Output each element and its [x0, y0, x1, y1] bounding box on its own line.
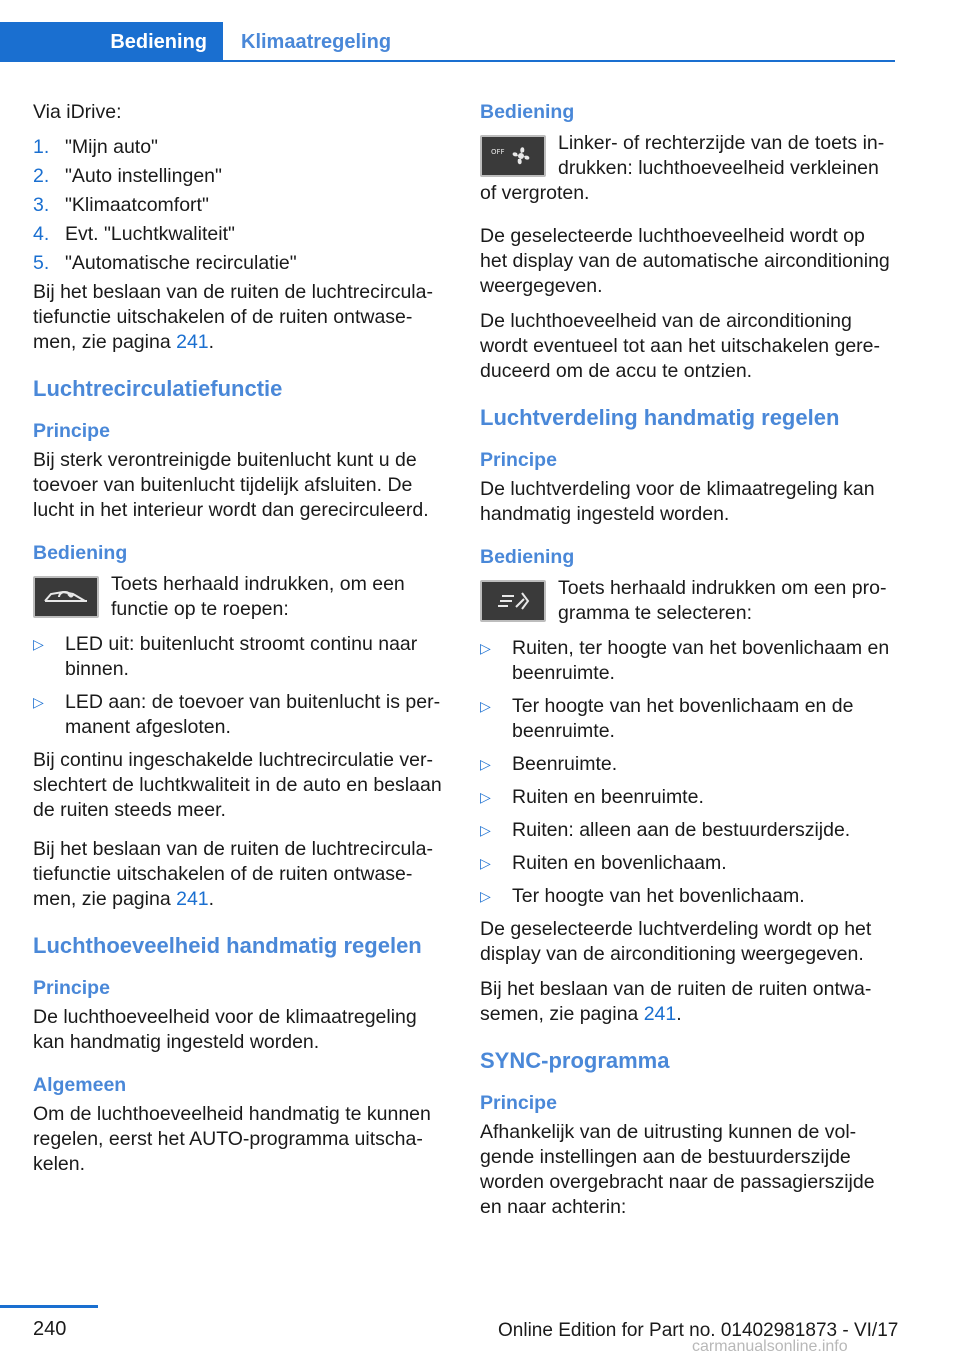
subheading-bediening: Bediening [33, 542, 128, 564]
air-recirculation-icon [33, 576, 99, 618]
list-item: ▷ Ruiten: alleen aan de bestuurderszijde. [480, 819, 851, 841]
subheading-principe: Principe [480, 449, 557, 471]
heading-air-amount: Luchthoeveelheid handmatig regelen [33, 933, 422, 958]
subheading-bediening: Bediening [480, 101, 575, 123]
idrive-intro: Via iDrive: [33, 101, 122, 123]
defog-note: Bij het beslaan van de ruiten de luchtrecirculatiefunctie uitschakelen of de ruiten ontwasemen, zie pagina 241. [33, 281, 433, 353]
fan-instruction-cont: of vergroten. [480, 182, 590, 204]
list-item: ▷ LED uit: buitenlucht stroomt continu naar binnen. [33, 633, 418, 680]
recirculation-button-row [33, 572, 443, 622]
page-link[interactable]: 241 [643, 1003, 677, 1025]
list-item: ▷ Ruiten en beenruimte. [480, 786, 704, 808]
defog-note: Bij het beslaan van de ruiten de ruiten ontwasemen, zie pagina 241. [480, 978, 872, 1025]
page-link[interactable]: 241 [176, 331, 209, 353]
distribution-button-row [480, 576, 895, 626]
step-item: 4. Evt. "Luchtkwaliteit" [33, 223, 235, 245]
principe-text: Afhankelijk van de uitrusting kunnen de volgende instellingen aan de bestuurderszijde worden overgebracht naar de passagierszijde en naar achterin: [480, 1121, 875, 1218]
section-tab-bediening[interactable]: Bediening [0, 22, 223, 62]
subheading-principe: Principe [33, 977, 110, 999]
air-distribution-icon [480, 580, 546, 622]
distribution-display-note: De geselecteerde luchtverdeling wordt op het display van de airconditioning weergegeven. [480, 918, 872, 965]
subheading-bediening: Bediening [480, 546, 575, 568]
list-item: ▷ Beenruimte. [480, 753, 618, 775]
footer-rule [0, 1305, 98, 1308]
distribution-program-list [480, 636, 895, 909]
heading-sync: SYNC-programma [480, 1048, 670, 1073]
subheading-principe: Principe [480, 1092, 557, 1114]
step-item: 2. "Auto instellingen" [33, 165, 222, 187]
step-item: 5. "Automatische recirculatie" [33, 252, 297, 274]
fan-display-note: De geselecteerde luchthoeveelheid wordt op het display van de automatische airconditioning weergegeven. [480, 225, 890, 297]
page-number: 240 [33, 1318, 67, 1340]
list-item: ▷ LED aan: de toevoer van buitenlucht is permanent afgesloten. [33, 691, 441, 738]
recirculation-warning: Bij continu ingeschakelde luchtrecirculatie verslechtert de luchtkwaliteit in de auto en beslaan de ruiten steeds meer. [33, 749, 442, 821]
watermark: carmanualsonline.info [692, 1338, 848, 1355]
algemeen-text: Om de luchthoeveelheid handmatig te kunnen regelen, eerst het AUTO-programma uitschakelen. [33, 1103, 431, 1175]
fan-battery-note: De luchthoeveelheid van de airconditioning wordt eventueel tot aan het uitschakelen gereduceerd om de accu te ontzien. [480, 310, 881, 382]
list-item: ▷ Ruiten, ter hoogte van het bovenlichaam en beenruimte. [480, 637, 890, 684]
step-item: 3. "Klimaatcomfort" [33, 194, 209, 216]
edition-note: Online Edition for Part no. 01402981873 - VI/17 [498, 1320, 899, 1341]
recirculation-instruction: Toets herhaald indrukken, om een functie op te roepen: [111, 573, 405, 620]
principe-text: De luchthoeveelheid voor de klimaatregeling kan handmatig ingesteld worden. [33, 1006, 417, 1053]
subheading-principe: Principe [33, 420, 110, 442]
step-item: 1. "Mijn auto" [33, 136, 158, 158]
list-item: ▷ Ruiten en bovenlichaam. [480, 852, 727, 874]
led-state-list [33, 632, 443, 740]
fan-button-row [480, 131, 895, 181]
defog-note: Bij het beslaan van de ruiten de luchtrecirculatiefunctie uitschakelen of de ruiten ontwasemen, zie pagina 241. [33, 838, 433, 910]
list-item: ▷ Ter hoogte van het bovenlichaam. [480, 885, 805, 907]
distribution-instruction: Toets herhaald indrukken om een programma te selecteren: [558, 577, 887, 624]
fan-instruction: Linker- of rechterzijde van de toets indrukken: luchthoeveelheid verkleinen [558, 132, 885, 179]
header-rule [0, 60, 895, 62]
heading-recirculation: Luchtrecirculatiefunctie [33, 376, 283, 401]
section-tab-klimaatregeling[interactable]: Klimaatregeling [241, 30, 392, 53]
right-column [480, 100, 895, 1230]
heading-air-distribution: Luchtverdeling handmatig regelen [480, 405, 840, 430]
principe-text: De luchtverdeling voor de klimaatregeling kan handmatig ingesteld worden. [480, 478, 875, 525]
page-header [0, 0, 895, 62]
fan-off-icon [480, 135, 546, 177]
subheading-algemeen: Algemeen [33, 1074, 127, 1096]
list-item: ▷ Ter hoogte van het bovenlichaam en de beenruimte. [480, 695, 854, 742]
idrive-steps [33, 135, 443, 276]
svg-text:OFF: OFF [491, 148, 505, 156]
left-column [33, 100, 443, 1187]
principe-text: Bij sterk verontreinigde buitenlucht kunt u de toevoer van buitenlucht tijdelijk afsluiten. De lucht in het interieur wordt dan gerecirculeerd. [33, 449, 429, 521]
page-link[interactable]: 241 [176, 888, 209, 910]
